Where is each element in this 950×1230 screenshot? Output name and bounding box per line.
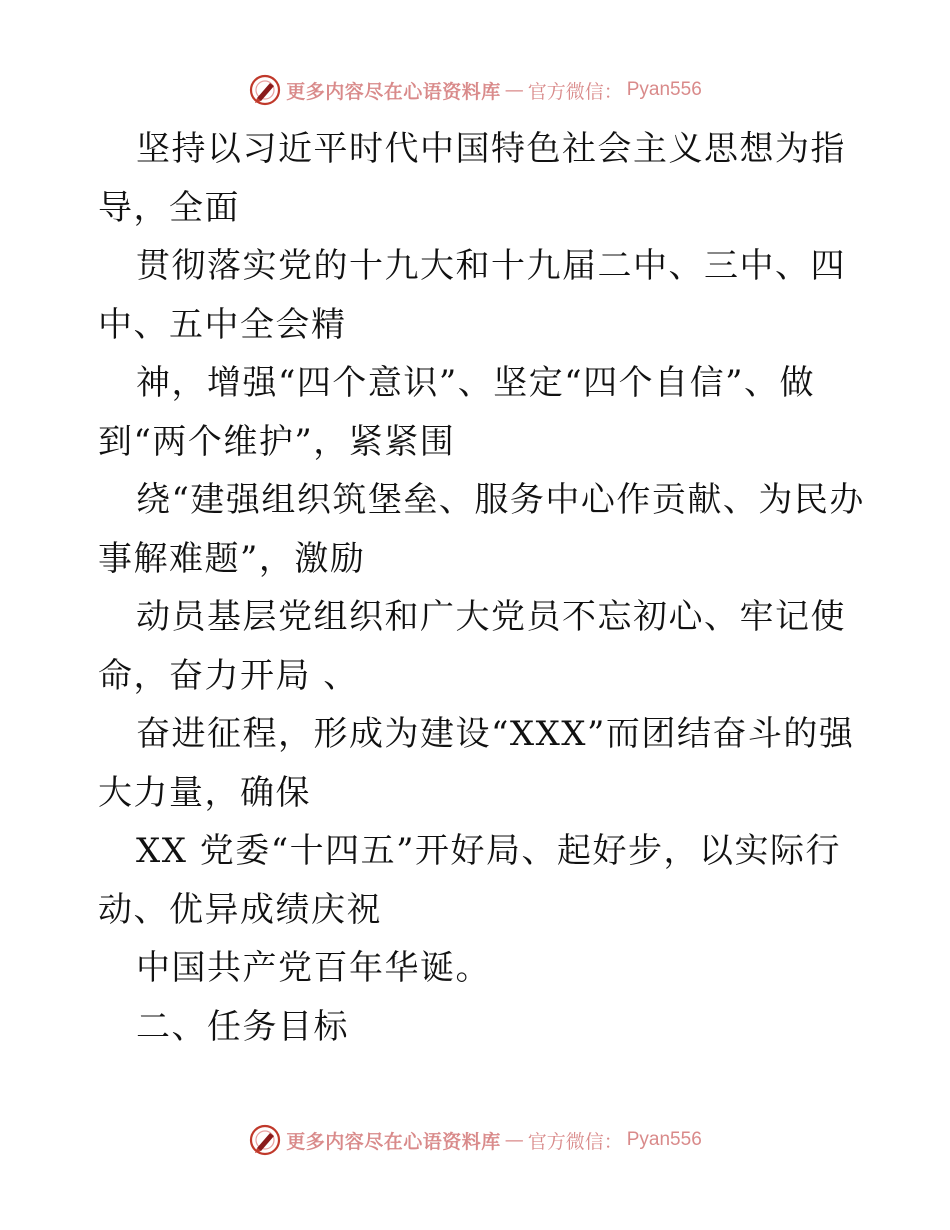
body-line: 导，全面 [98, 187, 240, 228]
body-line: 大力量，确保 [98, 772, 311, 813]
body-line: 中国共产党百年华诞。 [136, 948, 491, 988]
body-line: 到“两个维护”，紧紧围 [98, 421, 456, 462]
section-heading: 二、任务目标 [136, 1006, 349, 1047]
body-line: 奋进征程，形成为建设“XXX”而团结奋斗的强 [136, 714, 855, 754]
body-line: 神，增强“四个意识”、坚定“四个自信”、做 [136, 363, 816, 403]
watermark-contact-id: Pyan556 [626, 79, 702, 100]
body-line: 事解难题”，激励 [98, 538, 366, 579]
footer-watermark [0, 1120, 950, 1160]
watermark-separator: — [504, 79, 524, 101]
watermark-contact-id: Pyan556 [626, 1129, 702, 1150]
body-line: 贯彻落实党的十九大和十九届二中、三中、四 [136, 246, 846, 286]
body-line: 坚持以习近平时代中国特色社会主义思想为指 [136, 129, 846, 169]
watermark-main-text: 更多内容尽在心语资料库 [286, 80, 501, 103]
pen-logo-icon [248, 73, 282, 107]
body-line: 动员基层党组织和广大党员不忘初心、牢记使 [136, 597, 846, 637]
body-line: XX 党委“十四五”开好局、起好步，以实际行 [136, 831, 841, 871]
watermark-contact-label: 官方微信： [527, 1130, 623, 1153]
body-line: 中、五中全会精 [98, 304, 347, 345]
header-watermark [0, 70, 950, 110]
body-line: 动、优异成绩庆祝 [98, 889, 382, 930]
pen-logo-icon [248, 1123, 282, 1157]
watermark-separator: — [504, 1129, 524, 1151]
body-line: 绕“建强组织筑堡垒、服务中心作贡献、为民办 [136, 480, 865, 520]
body-line: 命，奋力开局 、 [98, 655, 359, 696]
document-body [98, 120, 868, 1056]
watermark-contact-label: 官方微信： [527, 80, 623, 103]
watermark-main-text: 更多内容尽在心语资料库 [286, 1130, 501, 1153]
